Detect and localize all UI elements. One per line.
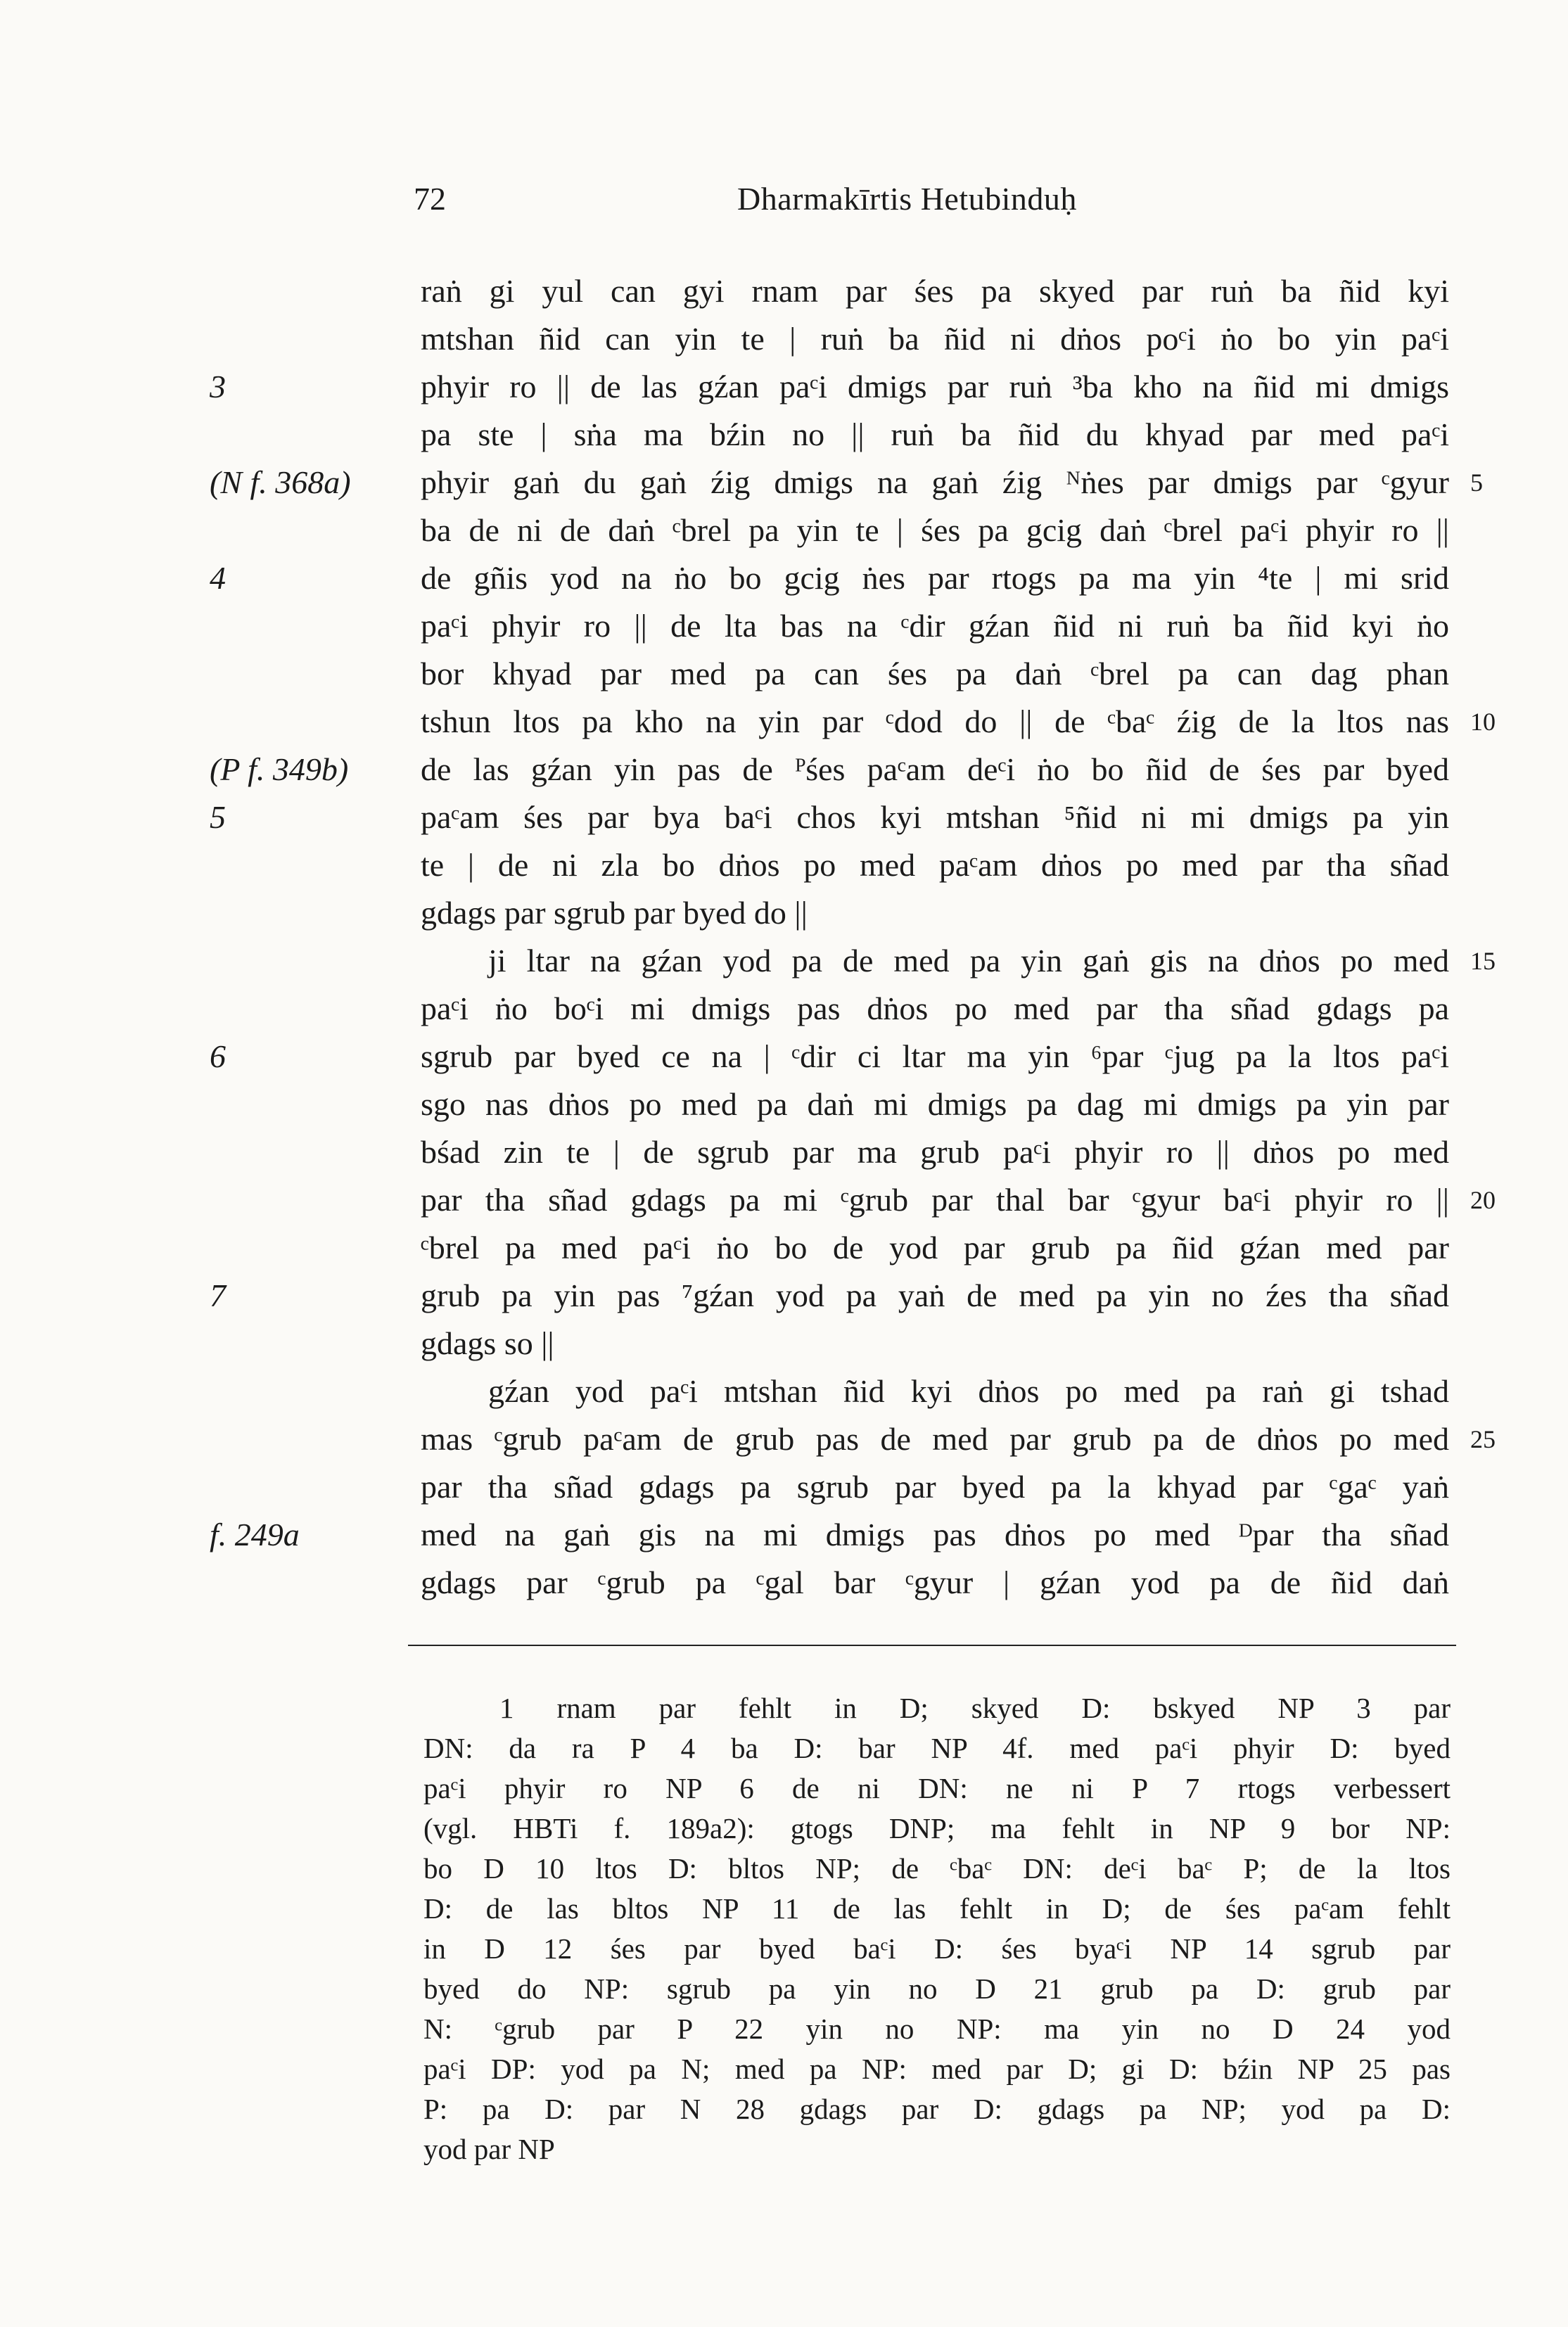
text-line — [0, 1559, 1568, 1607]
text-line — [0, 554, 1568, 602]
margin-reference: f. 249a — [210, 1517, 300, 1553]
text-line — [0, 411, 1568, 459]
line-text: ji ltar na gźan yod pa de med pa yin gaṅ gis na dṅos po med — [488, 943, 1449, 978]
footnote-line: (vgl. HBTi f. 189a2): gtogs DNP; ma fehlt in NP 9 bor NP: — [423, 1812, 1451, 1844]
line-text: raṅ gi yul can gyi rnam par śes pa skyed par ruṅ ba ñid kyi — [421, 273, 1449, 309]
line-text: sgrub par byed ce na | ᶜdir ci ltar ma yin ⁶par ᶜjug pa la ltos paᶜi — [421, 1038, 1449, 1074]
text-line — [0, 1367, 1568, 1415]
text-line — [0, 267, 1568, 315]
footnote-line: paᶜi phyir ro NP 6 de ni DN: ne ni P 7 rtogs verbessert — [423, 1772, 1451, 1804]
text-line — [0, 1176, 1568, 1224]
footnote-line: paᶜi DP: yod pa N; med pa NP: med par D; gi D: bźin NP 25 pas — [423, 2053, 1451, 2085]
text-line — [0, 315, 1568, 363]
line-text: phyir ro || de las gźan paᶜi dmigs par ruṅ ³ba kho na ñid mi dmigs — [421, 369, 1449, 404]
text-line — [0, 459, 1568, 506]
page-header — [0, 174, 1568, 224]
line-text: de las gźan yin pas de ᴾśes paᶜam deᶜi ṅo bo ñid de śes par byed — [421, 751, 1449, 787]
line-text: grub pa yin pas ⁷gźan yod pa yaṅ de med pa yin no źes tha sñad — [421, 1277, 1449, 1313]
line-text: gdags so || — [421, 1325, 554, 1361]
footnote-line: DN: da ra P 4 ba D: bar NP 4f. med paᶜi phyir D: byed — [423, 1732, 1451, 1764]
text-line — [0, 698, 1568, 746]
line-text: med na gaṅ gis na mi dmigs pas dṅos po med ᴰpar tha sñad — [421, 1517, 1449, 1553]
margin-reference: (P f. 349b) — [210, 751, 349, 787]
line-text: gdags par ᶜgrub pa ᶜgal bar ᶜgyur | gźan yod pa de ñid daṅ — [421, 1564, 1449, 1600]
text-line — [0, 985, 1568, 1033]
text-line — [0, 1224, 1568, 1272]
line-text: paᶜi ṅo boᶜi mi dmigs pas dṅos po med par tha sñad gdags pa — [421, 990, 1449, 1026]
line-text: bor khyad par med pa can śes pa daṅ ᶜbrel pa can dag phan — [421, 656, 1449, 691]
text-line — [0, 506, 1568, 554]
text-line — [0, 1272, 1568, 1320]
footnote-divider — [408, 1645, 1456, 1646]
text-line — [0, 1511, 1568, 1559]
text-line — [0, 363, 1568, 411]
margin-reference: 5 — [210, 799, 226, 835]
line-text: pa ste | sṅa ma bźin no || ruṅ ba ñid du khyad par med paᶜi — [421, 416, 1449, 452]
text-line — [0, 937, 1568, 985]
line-text: de gñis yod na ṅo bo gcig ṅes par rtogs pa ma yin ⁴te | mi srid — [421, 560, 1449, 596]
page-number: 72 — [414, 181, 446, 217]
text-line — [0, 650, 1568, 698]
footnote-line: in D 12 śes par byed baᶜi D: śes byaᶜi NP 14 sgrub par — [423, 1932, 1451, 1965]
text-line — [0, 1320, 1568, 1367]
text-line — [0, 1463, 1568, 1511]
footnote-line: N: ᶜgrub par P 22 yin no NP: ma yin no D 24 yod — [423, 2013, 1451, 2045]
line-text: ba de ni de daṅ ᶜbrel pa yin te | śes pa gcig daṅ ᶜbrel paᶜi phyir ro || — [421, 512, 1449, 548]
line-text: tshun ltos pa kho na yin par ᶜdod do || de ᶜbaᶜ źig de la ltos nas — [421, 703, 1449, 739]
line-text: gdags par sgrub par byed do || — [421, 895, 808, 931]
line-text: paᶜi phyir ro || de lta bas na ᶜdir gźan ñid ni ruṅ ba ñid kyi ṅo — [421, 608, 1449, 644]
footnote-line: yod par NP — [423, 2133, 555, 2165]
line-text: par tha sñad gdags pa mi ᶜgrub par thal bar ᶜgyur baᶜi phyir ro || — [421, 1182, 1449, 1218]
line-text: gźan yod paᶜi mtshan ñid kyi dṅos po med pa raṅ gi tshad — [488, 1373, 1449, 1409]
margin-reference: 3 — [210, 369, 226, 404]
line-text: paᶜam śes par bya baᶜi chos kyi mtshan ⁵ñid ni mi dmigs pa yin — [421, 799, 1449, 835]
text-line — [0, 841, 1568, 889]
text-line — [0, 1080, 1568, 1128]
footnote-line: 1 rnam par fehlt in D; skyed D: bskyed NP 3 par — [499, 1692, 1451, 1724]
footnote-line: bo D 10 ltos D: bltos NP; de ᶜbaᶜ DN: deᶜi baᶜ P; de la ltos — [423, 1852, 1451, 1885]
text-line — [0, 1033, 1568, 1080]
line-number: 25 — [1470, 1425, 1496, 1453]
text-line — [0, 746, 1568, 793]
footnote-line: P: pa D: par N 28 gdags par D: gdags pa NP; yod pa D: — [423, 2093, 1451, 2125]
line-text: mtshan ñid can yin te | ruṅ ba ñid ni dṅos poᶜi ṅo bo yin paᶜi — [421, 321, 1449, 357]
line-text: bśad zin te | de sgrub par ma grub paᶜi phyir ro || dṅos po med — [421, 1134, 1449, 1170]
text-line — [0, 793, 1568, 841]
line-text: sgo nas dṅos po med pa daṅ mi dmigs pa dag mi dmigs pa yin par — [421, 1086, 1449, 1122]
margin-reference: 7 — [210, 1277, 226, 1313]
text-line — [0, 1415, 1568, 1463]
text-line — [0, 889, 1568, 937]
line-number: 10 — [1470, 708, 1496, 736]
text-line — [0, 602, 1568, 650]
line-number: 15 — [1470, 947, 1496, 975]
line-number: 20 — [1470, 1186, 1496, 1214]
line-text: te | de ni zla bo dṅos po med paᶜam dṅos po med par tha sñad — [421, 847, 1449, 883]
line-number: 5 — [1470, 468, 1483, 497]
line-text: ᶜbrel pa med paᶜi ṅo bo de yod par grub pa ñid gźan med par — [421, 1230, 1449, 1265]
margin-reference: 4 — [210, 560, 226, 596]
line-text: phyir gaṅ du gaṅ źig dmigs na gaṅ źig ᴺṅes par dmigs par ᶜgyur — [421, 464, 1449, 500]
text-line — [0, 1128, 1568, 1176]
running-title: Dharmakīrtis Hetubinduḥ — [737, 181, 1077, 217]
footnote-line: D: de las bltos NP 11 de las fehlt in D; de śes paᶜam fehlt — [423, 1892, 1451, 1925]
margin-reference: (N f. 368a) — [210, 464, 351, 500]
line-text: mas ᶜgrub paᶜam de grub pas de med par grub pa de dṅos po med — [421, 1421, 1449, 1457]
footnote-line: byed do NP: sgrub pa yin no D 21 grub pa D: grub par — [423, 1972, 1451, 2005]
margin-reference: 6 — [210, 1038, 226, 1074]
line-text: par tha sñad gdags pa sgrub par byed pa la khyad par ᶜgaᶜ yaṅ — [421, 1469, 1449, 1505]
